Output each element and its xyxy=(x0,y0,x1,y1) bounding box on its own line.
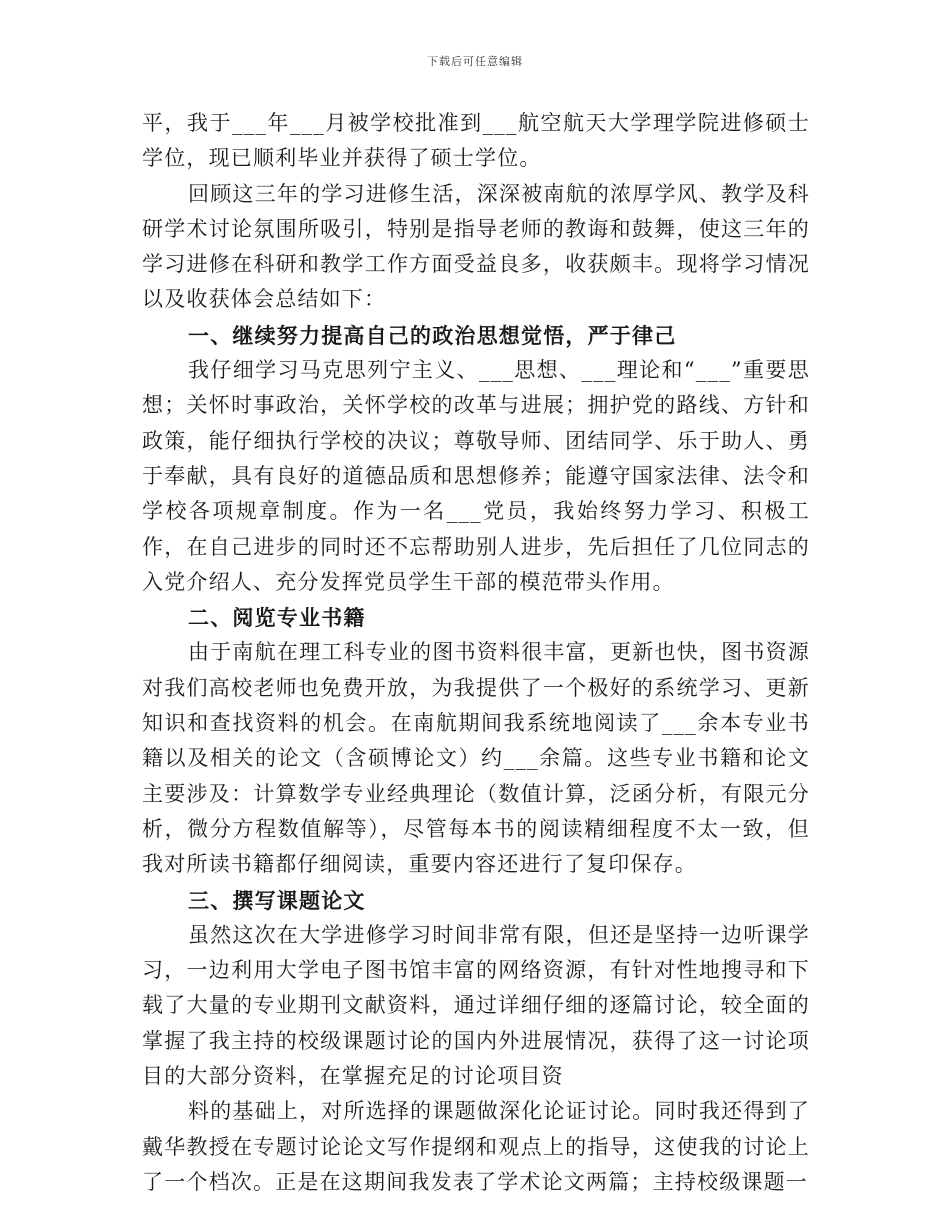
paragraph-reading: 由于南航在理工科专业的图书资料很丰富，更新也快，图书资源对我们高校老师也免费开放，为我提供了一个极好的系统学习、更新知识和查找资料的机会。在南航期间我系统地阅读了___余本专业书籍以及相关的论文（含硕博论文）约___余篇。这些专业书籍和论文主要涉及：计算数学专业经典理论（数值计算，泛函分析，有限元分析，微分方程数值解等），尽管每本书的阅读精细程度不太一致，但我对所读书籍都仔细阅读，重要内容还进行了复印保存。 xyxy=(142,640,810,877)
page-header: 下载后可任意编辑 xyxy=(427,55,523,68)
section-heading-thesis: 三、撰写课题论文 xyxy=(188,887,366,913)
paragraph-review: 回顾这三年的学习进修生活，深深被南航的浓厚学风、教学及科研学术讨论氛围所吸引，特别是指导老师的教诲和鼓舞，使这三年的学习进修在科研和教学工作方面受益良多，收获颇丰。现将学习情况以及收获体会总结如下： xyxy=(142,181,810,312)
section-heading-politics: 一、继续努力提高自己的政治思想觉悟，严于律己 xyxy=(188,322,677,348)
document-body xyxy=(142,106,810,1200)
paragraph-thesis: 虽然这次在大学进修学习时间非常有限，但还是坚持一边听课学习，一边利用大学电子图书馆丰富的网络资源，有针对性地搜寻和下载了大量的专业期刊文献资料，通过详细仔细的逐篇讨论，较全面的掌握了我主持的校级课题讨论的国内外进展情况，获得了这一讨论项目的大部分资料，在掌握充足的讨论项目资 xyxy=(142,922,810,1089)
section-heading-reading: 二、阅览专业书籍 xyxy=(188,605,366,631)
paragraph-politics: 我仔细学习马克思列宁主义、___思想、___理论和“___”重要思想；关怀时事政治，关怀学校的改革与进展；拥护党的路线、方针和政策，能仔细执行学校的决议；尊敬导师、团结同学、乐于助人、勇于奉献，具有良好的道德品质和思想修养；能遵守国家法律、法令和学校各项规章制度。作为一名___党员，我始终努力学习、积极工作，在自己进步的同时还不忘帮助别人进步，先后担任了几位同志的入党介绍人、充分发挥党员学生干部的模范带头作用。 xyxy=(142,358,810,594)
paragraph-continuation: 平，我于___年___月被学校批准到___航空航天大学理学院进修硕士学位，现已顺利毕业并获得了硕士学位。 xyxy=(142,111,810,171)
paragraph-thesis-continued: 料的基础上，对所选择的课题做深化论证讨论。同时我还得到了戴华教授在专题讨论论文写作提纲和观点上的指导，这使我的讨论上了一个档次。正是在这期间我发表了学术论文两篇；主持校级课题一 xyxy=(142,1099,810,1194)
